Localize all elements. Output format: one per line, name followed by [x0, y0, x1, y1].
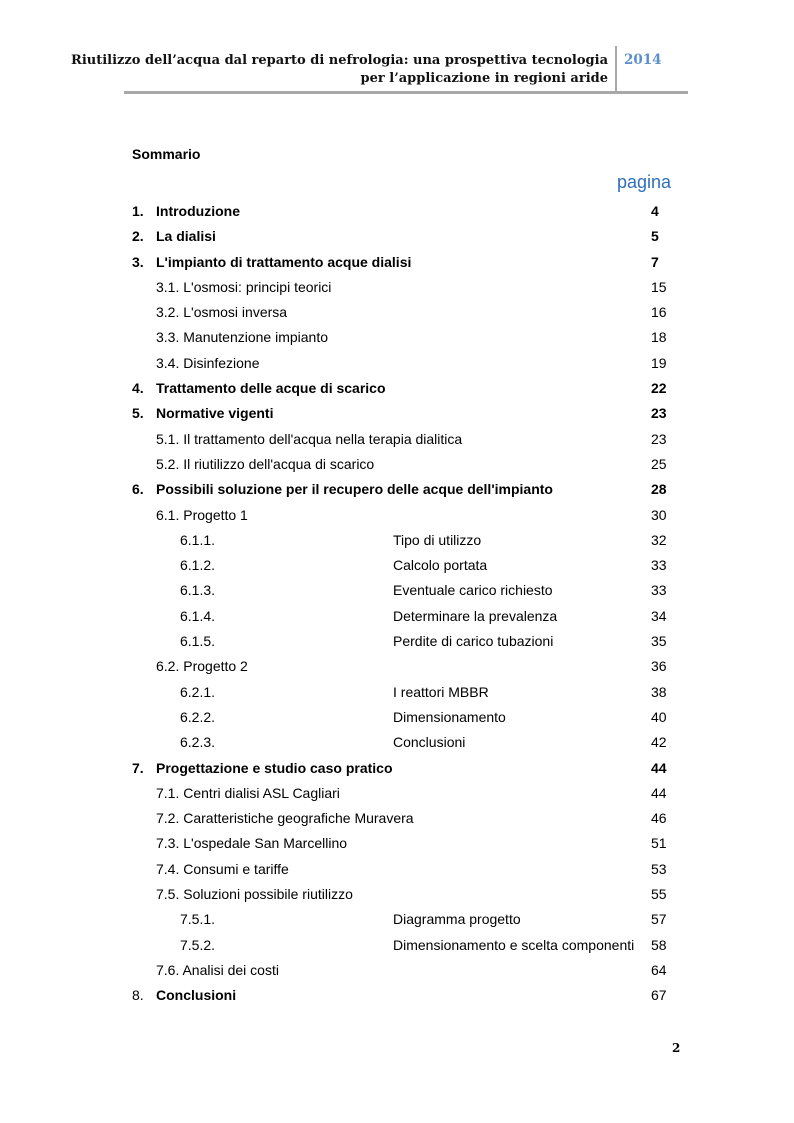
- toc-entry-page: 33: [651, 582, 667, 599]
- toc-entry-label: La dialisi: [156, 228, 216, 245]
- toc-entry-label: 7.1. Centri dialisi ASL Cagliari: [156, 784, 340, 801]
- toc-entry-label: 5.2. Il riutilizzo dell'acqua di scarico: [156, 455, 375, 472]
- toc-entry-page: 23: [651, 405, 667, 422]
- toc-entry-number: 6.2.2.: [180, 708, 216, 725]
- toc-entry-page: 53: [651, 860, 667, 877]
- toc-entry-label: Tipo di utilizzo: [393, 531, 482, 548]
- toc-entry-number: 2.: [132, 228, 144, 245]
- toc-entry-label: Conclusioni: [156, 987, 237, 1004]
- toc-entry-number: 6.2.1.: [180, 683, 216, 700]
- toc-entry-label: 7.5. Soluzioni possibile riutilizzo: [156, 886, 353, 903]
- toc-entry-number: 6.1.5.: [180, 633, 216, 650]
- toc-entry-page: 19: [651, 354, 667, 371]
- toc-entry-label: 3.4. Disinfezione: [156, 354, 260, 371]
- toc-entry[interactable]: [0, 351, 794, 376]
- toc-entry[interactable]: [0, 958, 794, 983]
- toc-entry-page: 4: [651, 203, 659, 219]
- toc-entry-page: 55: [651, 886, 667, 903]
- toc-entry-label: 7.4. Consumi e tariffe: [156, 860, 289, 877]
- toc-entry-label: Progettazione e studio caso pratico: [156, 759, 393, 776]
- toc-entry[interactable]: [0, 401, 794, 426]
- table-of-contents: [0, 199, 794, 1009]
- toc-title: Sommario: [132, 146, 201, 162]
- toc-entry[interactable]: [0, 983, 794, 1008]
- toc-entry-page: 40: [651, 708, 667, 725]
- toc-entry-page: 64: [651, 961, 667, 978]
- toc-entry-label: Diagramma progetto: [393, 911, 521, 928]
- toc-entry[interactable]: [0, 553, 794, 578]
- toc-entry-page: 38: [651, 683, 667, 700]
- document-title-line-2: per l’applicazione in regioni aride: [360, 71, 608, 86]
- toc-entry-label: Possibili soluzione per il recupero delle acque dell'impianto: [156, 481, 553, 498]
- toc-entry-number: 6.2.3.: [180, 734, 216, 751]
- toc-entry-number: 6.: [132, 481, 144, 498]
- toc-entry[interactable]: [0, 300, 794, 325]
- toc-entry-page: 44: [651, 759, 667, 776]
- toc-entry[interactable]: [0, 250, 794, 275]
- toc-entry-label: 3.3. Manutenzione impianto: [156, 329, 328, 346]
- toc-entry-number: 5.: [132, 405, 144, 422]
- toc-entry-page: 46: [651, 810, 667, 827]
- toc-entry-page: 34: [651, 607, 667, 624]
- toc-entry-page: 25: [651, 455, 667, 472]
- toc-entry-page: 7: [651, 253, 659, 270]
- toc-entry[interactable]: [0, 452, 794, 477]
- toc-entry-label: Dimensionamento: [393, 708, 506, 725]
- header-rule: [124, 91, 688, 94]
- toc-entry[interactable]: [0, 933, 794, 958]
- toc-entry-page: 23: [651, 430, 667, 447]
- toc-entry[interactable]: [0, 907, 794, 932]
- toc-entry[interactable]: [0, 730, 794, 755]
- toc-entry[interactable]: [0, 882, 794, 907]
- toc-entry[interactable]: [0, 680, 794, 705]
- toc-entry[interactable]: [0, 199, 794, 224]
- toc-entry-page: 15: [651, 278, 667, 295]
- toc-entry-label: Dimensionamento e scelta componenti: [393, 936, 635, 953]
- toc-entry-page: 32: [651, 531, 667, 548]
- toc-entry[interactable]: [0, 756, 794, 781]
- toc-entry-number: 8.: [132, 987, 144, 1004]
- toc-entry-page: 57: [651, 911, 667, 928]
- toc-entry-label: Perdite di carico tubazioni: [393, 633, 554, 650]
- toc-entry-page: 44: [651, 784, 667, 801]
- toc-entry[interactable]: [0, 325, 794, 350]
- header-divider: [615, 46, 617, 92]
- toc-entry-number: 6.1.3.: [180, 582, 216, 599]
- toc-entry[interactable]: [0, 705, 794, 730]
- toc-entry-number: 7.: [132, 759, 144, 776]
- toc-entry-number: 4.: [132, 380, 144, 397]
- document-year: 2014: [624, 52, 662, 68]
- toc-entry[interactable]: [0, 578, 794, 603]
- toc-entry[interactable]: [0, 781, 794, 806]
- toc-entry-page: 58: [651, 936, 667, 953]
- toc-entry-page: 5: [651, 228, 659, 245]
- toc-entry[interactable]: [0, 376, 794, 401]
- toc-entry-label: Normative vigenti: [156, 405, 274, 422]
- toc-entry-label: 7.2. Caratteristiche geografiche Muravera: [156, 810, 414, 827]
- toc-entry-number: 7.5.1.: [180, 911, 216, 928]
- toc-entry[interactable]: [0, 477, 794, 502]
- toc-entry-page: 36: [651, 658, 667, 675]
- toc-entry[interactable]: [0, 629, 794, 654]
- toc-entry-label: 7.3. L'ospedale San Marcellino: [156, 835, 348, 852]
- toc-entry[interactable]: [0, 604, 794, 629]
- toc-entry-label: 3.1. L'osmosi: principi teorici: [156, 278, 332, 295]
- toc-entry-label: 7.6. Analisi dei costi: [156, 961, 279, 978]
- toc-entry-page: 28: [651, 481, 667, 498]
- toc-entry-page: 35: [651, 633, 667, 650]
- document-title: [71, 52, 608, 88]
- toc-entry-number: 6.1.1.: [180, 531, 216, 548]
- toc-entry[interactable]: [0, 857, 794, 882]
- toc-entry-label: Introduzione: [156, 203, 240, 219]
- toc-entry-page: 42: [651, 734, 667, 751]
- toc-entry-number: 1.: [132, 203, 144, 219]
- toc-entry-label: Determinare la prevalenza: [393, 607, 558, 624]
- toc-entry[interactable]: [0, 275, 794, 300]
- toc-entry-label: Conclusioni: [393, 734, 466, 751]
- page-header: [71, 46, 688, 96]
- toc-entry-page: 67: [651, 987, 667, 1004]
- toc-entry-number: 7.5.2.: [180, 936, 216, 953]
- toc-entry-label: Trattamento delle acque di scarico: [156, 380, 386, 397]
- page-number: 2: [672, 1041, 681, 1055]
- toc-entry-label: Calcolo portata: [393, 557, 488, 574]
- toc-entry-page: 33: [651, 557, 667, 574]
- document-title-line-1: Riutilizzo dell’acqua dal reparto di nefrologia: una prospettiva tecnologia: [71, 53, 608, 68]
- toc-entry[interactable]: [0, 224, 794, 249]
- toc-entry-number: 3.: [132, 253, 144, 270]
- toc-entry[interactable]: [0, 427, 794, 452]
- toc-entry-number: 6.1.2.: [180, 557, 216, 574]
- toc-entry-page: 30: [651, 506, 667, 523]
- toc-entry[interactable]: [0, 528, 794, 553]
- toc-entry[interactable]: [0, 806, 794, 831]
- toc-entry[interactable]: [0, 654, 794, 679]
- toc-page-column-label: pagina: [617, 172, 672, 192]
- toc-entry-label: 5.1. Il trattamento dell'acqua nella terapia dialitica: [156, 430, 463, 447]
- toc-entry-page: 16: [651, 304, 667, 321]
- toc-entry[interactable]: [0, 503, 794, 528]
- toc-entry-page: 51: [651, 835, 667, 852]
- toc-entry-page: 22: [651, 380, 667, 397]
- toc-entry-page: 18: [651, 329, 667, 346]
- toc-entry-label: Eventuale carico richiesto: [393, 582, 553, 599]
- toc-entry[interactable]: [0, 831, 794, 856]
- toc-entry-number: 6.1.4.: [180, 607, 216, 624]
- toc-entry-label: 6.1. Progetto 1: [156, 506, 248, 523]
- toc-entry-label: 3.2. L'osmosi inversa: [156, 304, 288, 321]
- toc-entry-label: 6.2. Progetto 2: [156, 658, 248, 675]
- toc-entry-label: I reattori MBBR: [393, 683, 489, 700]
- toc-entry-label: L'impianto di trattamento acque dialisi: [156, 253, 412, 270]
